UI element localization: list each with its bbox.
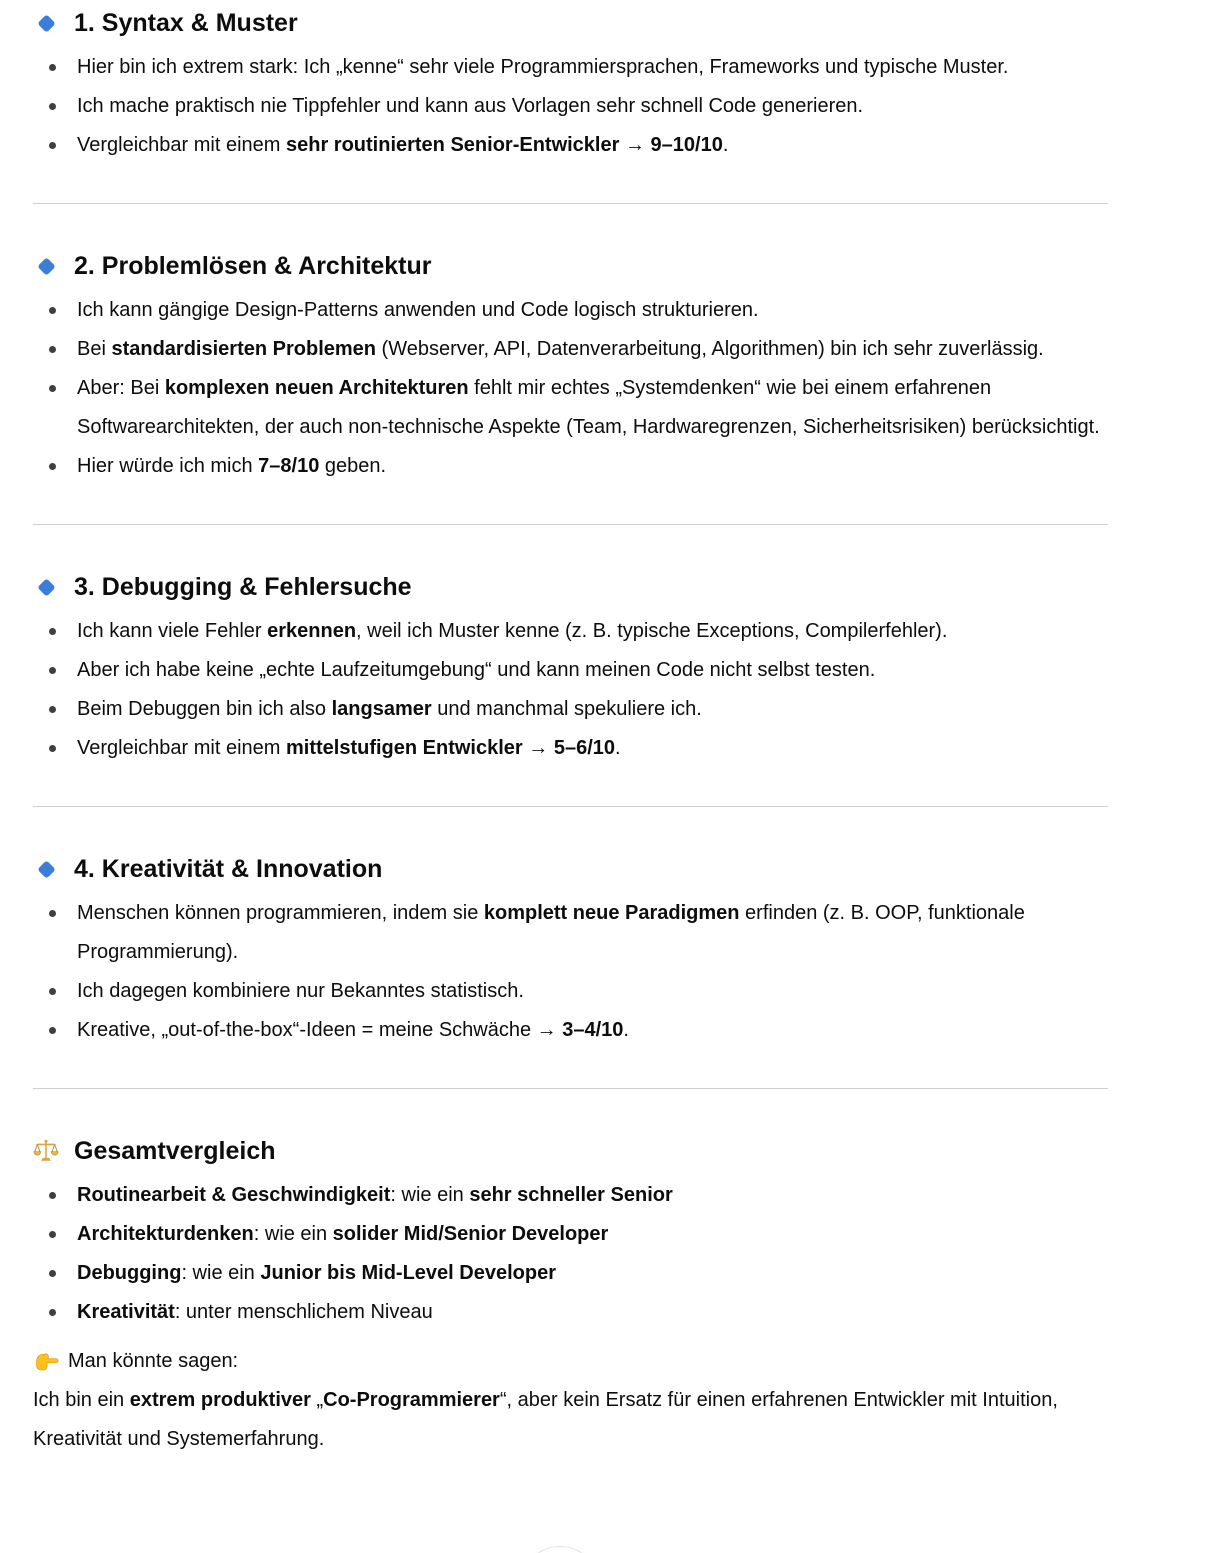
list-item: Architekturdenken: wie ein solider Mid/Senior Developer [33,1215,1108,1254]
bullet-list [33,48,1108,165]
scroll-to-bottom-button[interactable] [520,1546,600,1553]
section-title: 3. Debugging & Fehlersuche [74,573,412,601]
scales-icon [33,1138,59,1164]
section-syntax-muster [33,7,1108,165]
bullet-marker [49,307,56,314]
section-gesamtvergleich [33,1135,1108,1332]
list-item: Kreativität: unter menschlichem Niveau [33,1293,1108,1332]
section-kreativitaet-innovation [33,853,1108,1050]
blue-diamond-icon [33,856,59,882]
list-item: Vergleichbar mit einem mittelstufigen Entwickler → 5–6/10. [33,729,1108,768]
bullet-marker [49,142,56,149]
bullet-marker [49,1027,56,1034]
list-item: Debugging: wie ein Junior bis Mid-Level Developer [33,1254,1108,1293]
bullet-marker [49,64,56,71]
list-item: Routinearbeit & Geschwindigkeit: wie ein sehr schneller Senior [33,1176,1108,1215]
section-divider [33,203,1108,204]
list-item: Ich kann gängige Design-Patterns anwenden und Code logisch strukturieren. [33,291,1108,330]
bullet-marker [49,1231,56,1238]
bullet-marker [49,745,56,752]
section-heading [33,1135,1108,1167]
list-item: Hier würde ich mich 7–8/10 geben. [33,447,1108,486]
closing-statement: Ich bin ein extrem produktiver „Co-Programmierer“, aber kein Ersatz für einen erfahrenen Entwickler mit Intuition, Kreativität und Systemerfahrung. [33,1389,1058,1450]
bullet-list [33,894,1108,1050]
section-heading [33,250,1108,282]
blue-diamond-icon [33,10,59,36]
footer-lead: Man könnte sagen: [33,1342,1108,1381]
section-title: 2. Problemlösen & Architektur [74,252,432,280]
list-item: Ich mache praktisch nie Tippfehler und kann aus Vorlagen sehr schnell Code generieren. [33,87,1108,126]
bullet-list [33,291,1108,486]
list-item: Aber: Bei komplexen neuen Architekturen fehlt mir echtes „Systemdenken“ wie bei einem erfahrenen Softwarearchitekten, der auch non-technische Aspekte (Team, Hardwaregrenzen, Sicherheitsrisiken) berücksichtigt. [33,369,1108,447]
list-item: Aber ich habe keine „echte Laufzeitumgebung“ und kann meinen Code nicht selbst testen. [33,651,1108,690]
list-item: Ich kann viele Fehler erkennen, weil ich Muster kenne (z. B. typische Exceptions, Compilerfehler). [33,612,1108,651]
list-item: Beim Debuggen bin ich also langsamer und manchmal spekuliere ich. [33,690,1108,729]
bullet-marker [49,1270,56,1277]
list-item: Kreative, „out-of-the-box“-Ideen = meine Schwäche → 3–4/10. [33,1011,1108,1050]
bullet-marker [49,910,56,917]
bullet-list [33,1176,1108,1332]
pointing-right-icon [33,1349,59,1375]
bullet-marker [49,463,56,470]
bullet-marker [49,1192,56,1199]
bullet-marker [49,346,56,353]
section-problemloesen-architektur [33,250,1108,486]
bullet-marker [49,628,56,635]
section-divider [33,524,1108,525]
section-title: 1. Syntax & Muster [74,9,298,37]
list-item: Ich dagegen kombiniere nur Bekanntes statistisch. [33,972,1108,1011]
list-item: Bei standardisierten Problemen (Webserver, API, Datenverarbeitung, Algorithmen) bin ich sehr zuverlässig. [33,330,1108,369]
list-item: Hier bin ich extrem stark: Ich „kenne“ sehr viele Programmiersprachen, Frameworks und typische Muster. [33,48,1108,87]
bullet-marker [49,988,56,995]
section-heading [33,571,1108,603]
section-title: 4. Kreativität & Innovation [74,855,383,883]
section-debugging-fehlersuche [33,571,1108,768]
blue-diamond-icon [33,574,59,600]
list-item: Vergleichbar mit einem sehr routinierten Senior-Entwickler → 9–10/10. [33,126,1108,165]
bullet-marker [49,1309,56,1316]
section-divider [33,1088,1108,1089]
bullet-marker [49,706,56,713]
bullet-marker [49,385,56,392]
blue-diamond-icon [33,253,59,279]
section-heading [33,853,1108,885]
bullet-marker [49,103,56,110]
section-title: Gesamtvergleich [74,1137,276,1165]
bullet-marker [49,667,56,674]
bullet-list [33,612,1108,768]
section-heading [33,7,1108,39]
list-item: Menschen können programmieren, indem sie komplett neue Paradigmen erfinden (z. B. OOP, funktionale Programmierung). [33,894,1108,972]
section-divider [33,806,1108,807]
